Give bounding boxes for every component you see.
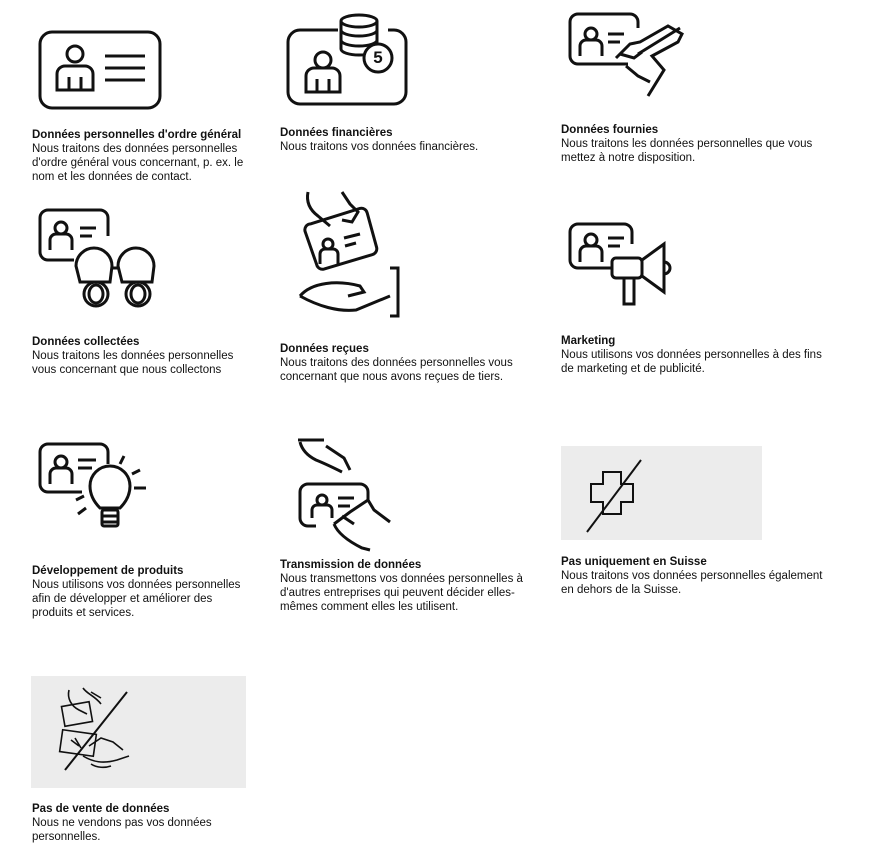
item-caption	[280, 126, 530, 154]
item-caption	[561, 123, 829, 165]
item-description: Nous ne vendons pas vos données personnelles.	[32, 817, 212, 843]
item-caption	[561, 555, 833, 597]
item-description: Nous traitons des données personnelles d'ordre général vous concernant, p. ex. le nom et les données de contact.	[32, 143, 244, 183]
id-card-binoculars-icon	[38, 208, 162, 312]
item-title: Marketing	[561, 335, 616, 347]
item-title: Données fournies	[561, 124, 659, 136]
item-description: Nous utilisons vos données personnelles afin de développer et améliorer des produits et services.	[32, 579, 241, 619]
item-title: Données financières	[280, 127, 393, 139]
item-caption	[32, 128, 254, 184]
item-description: Nous traitons les données personnelles vous concernant que nous collectons	[32, 350, 234, 376]
id-card-coins-icon	[286, 12, 410, 108]
item-title: Données collectées	[32, 336, 140, 348]
item-title: Développement de produits	[32, 565, 184, 577]
item-description: Nous traitons les données personnelles que vous mettez à notre disposition.	[561, 138, 813, 164]
item-caption	[561, 334, 833, 376]
item-description: Nous utilisons vos données personnelles à des fins de marketing et de publicité.	[561, 349, 822, 375]
id-card-icon	[38, 30, 162, 110]
id-card-handoff-icon	[298, 438, 394, 552]
item-title: Données personnelles d'ordre général	[32, 129, 242, 141]
item-description: Nous traitons vos données financières.	[280, 141, 479, 153]
id-card-lightbulb-icon	[38, 442, 150, 534]
money-hand-crossed-icon	[31, 676, 246, 788]
id-card-megaphone-icon	[568, 222, 680, 308]
item-title: Pas de vente de données	[32, 803, 170, 815]
item-description: Nous traitons des données personnelles vous concernant que nous avons reçues de tiers.	[280, 357, 513, 383]
item-description: Nous transmettons vos données personnelles à d'autres entreprises qui peuvent décider elles-mêmes comment elles les utilisent.	[280, 573, 523, 613]
item-caption	[280, 558, 534, 614]
swiss-cross-crossed-icon	[561, 446, 762, 540]
item-caption	[280, 342, 530, 384]
item-caption	[32, 564, 254, 620]
item-title: Pas uniquement en Suisse	[561, 556, 707, 568]
item-caption	[32, 802, 254, 844]
item-caption	[32, 335, 254, 377]
coin-badge: 5	[373, 48, 383, 67]
item-title: Transmission de données	[280, 559, 422, 571]
id-card-hand-over-icon	[298, 192, 406, 320]
id-card-hand-pen-icon	[568, 14, 688, 102]
item-description: Nous traitons vos données personnelles également en dehors de la Suisse.	[561, 570, 823, 596]
item-title: Données reçues	[280, 343, 369, 355]
